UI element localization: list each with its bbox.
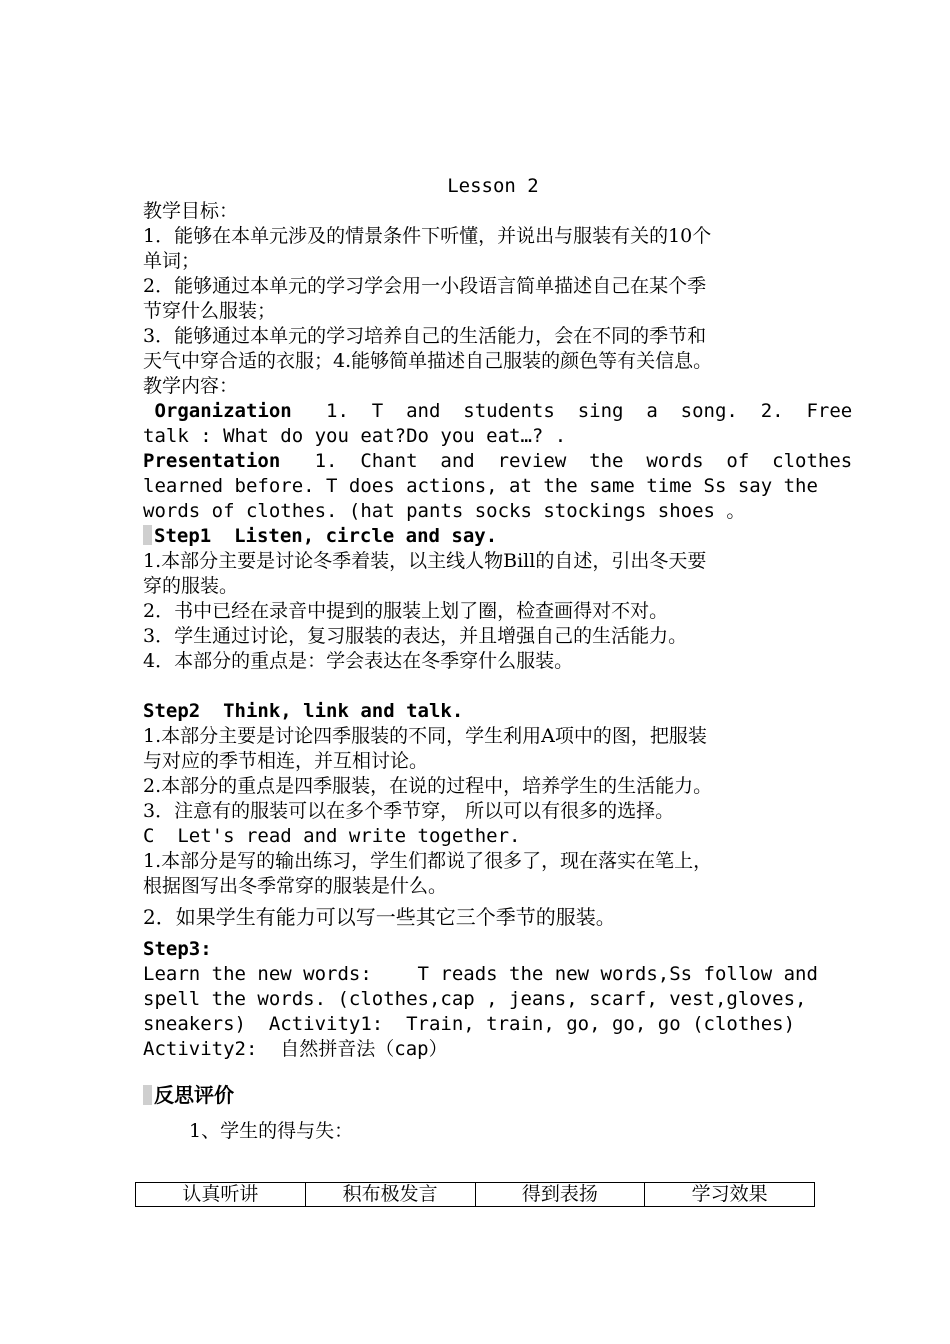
step3-heading: Step3: xyxy=(143,938,212,960)
lesson-title: Lesson 2 xyxy=(447,175,539,197)
section-c-line: C Let's read and write together. xyxy=(143,825,521,847)
content-heading: 教学内容： xyxy=(143,375,239,397)
presentation-line xyxy=(143,449,853,474)
step2-heading: Step2 Think, link and talk. xyxy=(143,700,464,722)
step1-heading: Step1 Listen, circle and say. xyxy=(154,525,498,547)
step3-line: spell the words. (clothes,cap , jeans, scarf, vest,gloves, xyxy=(143,988,807,1010)
step1-item: 1.本部分主要是讨论冬季着装，以主线人物Bill的自述，引出冬天要 xyxy=(143,550,707,572)
step2-item: 1.本部分主要是讨论四季服装的不同，学生利用A项中的图，把服装 xyxy=(143,725,707,747)
goal-line: 节穿什么服装； xyxy=(143,300,277,322)
section-c-item-2: 2．如果学生有能力可以写一些其它三个季节的服装。 xyxy=(143,905,616,929)
step2-item: 2.本部分的重点是四季服装，在说的过程中，培养学生的生活能力。 xyxy=(143,775,713,797)
section-c-item: 根据图写出冬季常穿的服装是什么。 xyxy=(143,875,448,897)
step1-item: 4．本部分的重点是：学会表达在冬季穿什么服装。 xyxy=(143,650,574,672)
organization-line-2: talk : What do you eat?Do you eat…? . xyxy=(143,425,567,447)
presentation-text: 1. Chant and review the words of clothes xyxy=(280,450,853,472)
step2-item: 与对应的季节相连，并互相讨论。 xyxy=(143,750,429,772)
step3-line: Learn the new words: T reads the new words,Ss follow and xyxy=(143,963,818,985)
step1-heading-line xyxy=(143,524,808,549)
organization-line xyxy=(143,399,853,424)
goal-line: 1．能够在本单元涉及的情景条件下听懂，并说出与服装有关的10个 xyxy=(143,225,712,247)
heading-marker xyxy=(143,1085,152,1105)
reflection-sub: 1、学生的得与失： xyxy=(189,1120,354,1142)
table-row xyxy=(136,1183,815,1207)
step3-line: Activity2: 自然拼音法（cap） xyxy=(143,1038,448,1060)
step1-item: 2．书中已经在录音中提到的服装上划了圈，检查画得对不对。 xyxy=(143,600,669,622)
table-header-cell: 认真听讲 xyxy=(136,1183,306,1207)
organization-text: 1. T and students sing a song. 2. Free xyxy=(291,400,853,422)
organization-label: Organization xyxy=(143,400,292,422)
table-header-cell: 学习效果 xyxy=(645,1183,815,1207)
step2-item: 3．注意有的服装可以在多个季节穿， 所以可以有很多的选择。 xyxy=(143,800,675,822)
presentation-line-2: learned before. T does actions, at the same time Ss say the xyxy=(143,475,818,497)
reflection-heading: 反思评价 xyxy=(154,1083,234,1107)
presentation-label: Presentation xyxy=(143,450,281,472)
step1-item: 穿的服装。 xyxy=(143,575,239,597)
heading-marker xyxy=(143,525,152,545)
section-c-item: 1.本部分是写的输出练习，学生们都说了很多了，现在落实在笔上， xyxy=(143,850,713,872)
goal-line: 单词； xyxy=(143,250,201,272)
table-header-cell: 得到表扬 xyxy=(475,1183,645,1207)
lesson-plan-page xyxy=(143,172,853,1144)
reflection-heading-line xyxy=(143,1081,808,1109)
step1-item: 3．学生通过讨论，复习服装的表达，并且增强自己的生活能力。 xyxy=(143,625,688,647)
goal-line: 3．能够通过本单元的学习培养自己的生活能力，会在不同的季节和 xyxy=(143,325,707,347)
goals-heading: 教学目标： xyxy=(143,200,239,222)
step3-line: sneakers) Activity1: Train, train, go, go, go (clothes) xyxy=(143,1013,796,1035)
table-header-cell: 积布极发言 xyxy=(305,1183,475,1207)
presentation-line-3: words of clothes. (hat pants socks stockings shoes 。 xyxy=(143,500,746,522)
goal-line: 天气中穿合适的衣服；4.能够简单描述自己服装的颜色等有关信息。 xyxy=(143,350,713,372)
evaluation-table xyxy=(135,1182,815,1207)
goal-line: 2．能够通过本单元的学习学会用一小段语言简单描述自己在某个季 xyxy=(143,275,707,297)
